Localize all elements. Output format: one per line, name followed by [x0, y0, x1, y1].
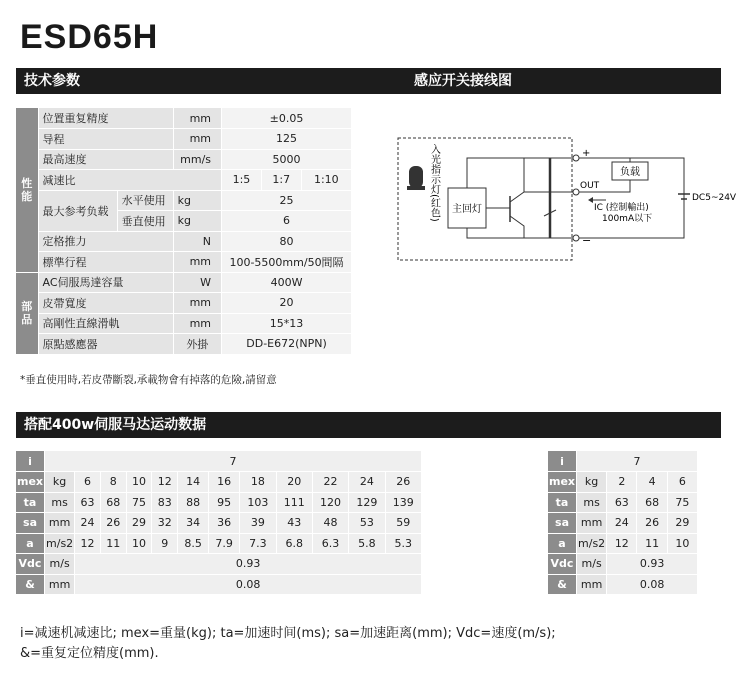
spec-unit: N: [173, 231, 221, 252]
row-unit: mm: [45, 513, 75, 534]
spec-value: 125: [222, 129, 352, 150]
light-label: 入光指示灯(红色): [428, 144, 440, 222]
table-row: [548, 492, 698, 513]
table-cell: 39: [240, 513, 276, 534]
motion-table-short: [548, 451, 698, 595]
side-label-parts: [16, 272, 38, 354]
table-cell: 75: [667, 492, 697, 513]
spec-unit: mm: [173, 313, 221, 334]
row-unit: m/s: [577, 554, 607, 575]
spec-unit: kg: [173, 190, 221, 211]
table-cell: 95: [209, 492, 240, 513]
vertical-use-note: *垂直使用時,若皮帶斷裂,承載物會有掉落的危險,請留意: [20, 374, 277, 386]
table-cell: 8.5: [178, 533, 209, 554]
table-cell: 12: [607, 533, 637, 554]
table-cell: 26: [637, 513, 667, 534]
table-cell: 10: [126, 533, 152, 554]
spec-sub: 水平使用: [117, 190, 173, 211]
table-cell: 6.8: [276, 533, 312, 554]
table-cell: 111: [276, 492, 312, 513]
table-row: [16, 170, 352, 191]
spec-name: 位置重复精度: [38, 108, 173, 129]
table-cell: 26: [100, 513, 126, 534]
table-row: [16, 293, 352, 314]
spec-unit: mm/s: [173, 149, 221, 170]
row-label: sa: [16, 513, 45, 534]
spec-unit: mm: [173, 129, 221, 150]
spec-name: 最大参考负载: [38, 190, 117, 231]
side-text: 性 能: [21, 176, 33, 203]
spec-name: AC伺服馬達容量: [38, 272, 173, 293]
terminal-out-icon: [573, 189, 579, 195]
table-cell: 103: [240, 492, 276, 513]
wiring-heading: 感应开关接线图: [414, 73, 512, 89]
spec-name: 导程: [38, 129, 173, 150]
spec-name: 定格推力: [38, 231, 173, 252]
section-header-motion: [16, 412, 721, 438]
lamp-icon: [409, 166, 423, 188]
table-cell: 2: [607, 472, 637, 493]
table-cell: 10: [667, 533, 697, 554]
row-label: a: [16, 533, 45, 554]
table-cell: 34: [178, 513, 209, 534]
wire: [510, 158, 524, 202]
row-unit: m/s: [45, 554, 75, 575]
table-cell: 26: [385, 472, 421, 493]
table-cell: 14: [178, 472, 209, 493]
row-label: Vdc: [16, 554, 45, 575]
motion-heading: 搭配400w伺服马达运动数据: [24, 417, 207, 433]
spec-value: 80: [222, 231, 352, 252]
table-cell: 11: [637, 533, 667, 554]
ratio-value: 7: [577, 451, 698, 472]
row-unit: mm: [577, 513, 607, 534]
wire: [467, 228, 576, 238]
table-cell: 75: [126, 492, 152, 513]
table-cell: 12: [152, 472, 178, 493]
table-row: [16, 108, 352, 129]
table-cell: 22: [312, 472, 348, 493]
row-label: &: [16, 574, 45, 595]
table-row: [16, 313, 352, 334]
row-label: &: [548, 574, 577, 595]
ic-arrowhead-icon: [588, 197, 593, 203]
terminal-plus-icon: [573, 155, 579, 161]
ic-label: IC (控制輸出): [594, 203, 649, 213]
table-cell: 48: [312, 513, 348, 534]
spec-unit: W: [173, 272, 221, 293]
power-label: DC5~24V: [692, 193, 737, 203]
row-unit: kg: [45, 472, 75, 493]
spec-table: [16, 108, 352, 355]
table-cell: 68: [637, 492, 667, 513]
row-label: mex: [16, 472, 45, 493]
spec-value: 20: [222, 293, 352, 314]
out-label: OUT: [580, 181, 600, 191]
table-cell: 10: [126, 472, 152, 493]
row-label: mex: [548, 472, 577, 493]
table-cell: 53: [349, 513, 385, 534]
spec-name: 皮帶寬度: [38, 293, 173, 314]
table-cell: 18: [240, 472, 276, 493]
legend-line: i=减速机减速比; mex=重量(kg); ta=加速时间(ms); sa=加速距离(mm); Vdc=速度(m/s);: [20, 626, 556, 641]
table-cell: 9: [152, 533, 178, 554]
table-row: [548, 574, 698, 595]
spec-name: 最高速度: [38, 149, 173, 170]
tech-heading: 技术参数: [24, 73, 80, 89]
spec-unit: 外掛: [173, 334, 221, 355]
table-cell: 43: [276, 513, 312, 534]
table-row: [16, 272, 352, 293]
spec-value: 5000: [222, 149, 352, 170]
spec-unit: mm: [173, 108, 221, 129]
table-cell: 5.3: [385, 533, 421, 554]
spec-value: 100-5500mm/50間隔: [222, 252, 352, 273]
side-label-performance: [16, 108, 38, 272]
table-cell: 8: [100, 472, 126, 493]
row-label: i: [16, 451, 45, 472]
row-unit: m/s2: [45, 533, 75, 554]
main-circuit-label: 主回灯: [452, 204, 482, 215]
row-label: a: [548, 533, 577, 554]
table-cell: 24: [75, 513, 101, 534]
row-unit: ms: [577, 492, 607, 513]
table-row: [548, 533, 698, 554]
table-cell: 0.08: [607, 574, 698, 595]
table-cell: 24: [349, 472, 385, 493]
table-row: [16, 129, 352, 150]
spec-name: 减速比: [38, 170, 222, 191]
legend: [20, 624, 556, 664]
table-row: [16, 554, 422, 575]
spec-unit: mm: [173, 293, 221, 314]
table-cell: 24: [607, 513, 637, 534]
table-row: [16, 472, 422, 493]
terminal-minus-icon: [573, 235, 579, 241]
spec-sub: 垂直使用: [117, 211, 173, 232]
table-cell: 0.08: [75, 574, 422, 595]
spec-unit: mm: [173, 252, 221, 273]
row-unit: mm: [45, 574, 75, 595]
row-unit: mm: [577, 574, 607, 595]
load-label: 负载: [620, 167, 640, 178]
table-cell: 16: [209, 472, 240, 493]
spec-value: 1:10: [301, 170, 351, 191]
spec-value: ±0.05: [222, 108, 352, 129]
table-row: [16, 252, 352, 273]
ic-limit-label: 100mA以下: [602, 214, 653, 224]
table-cell: 6: [667, 472, 697, 493]
table-cell: 11: [100, 533, 126, 554]
wire: [467, 158, 576, 188]
table-row: [16, 451, 422, 472]
table-row: [548, 451, 698, 472]
spec-value: 6: [222, 211, 352, 232]
table-cell: 12: [75, 533, 101, 554]
table-cell: 63: [607, 492, 637, 513]
table-cell: 68: [100, 492, 126, 513]
table-row: [16, 231, 352, 252]
table-row: [548, 513, 698, 534]
table-cell: 20: [276, 472, 312, 493]
row-unit: ms: [45, 492, 75, 513]
table-cell: 63: [75, 492, 101, 513]
table-cell: 7.3: [240, 533, 276, 554]
table-cell: 59: [385, 513, 421, 534]
row-label: Vdc: [548, 554, 577, 575]
spec-name: 標準行程: [38, 252, 173, 273]
table-cell: 120: [312, 492, 348, 513]
row-unit: m/s2: [577, 533, 607, 554]
table-cell: 129: [349, 492, 385, 513]
table-row: [16, 190, 352, 211]
table-cell: 6.3: [312, 533, 348, 554]
spec-value: 1:7: [261, 170, 301, 191]
spec-value: 1:5: [222, 170, 262, 191]
row-label: ta: [548, 492, 577, 513]
wire: [510, 216, 524, 238]
spec-value: 400W: [222, 272, 352, 293]
row-label: i: [548, 451, 577, 472]
row-label: sa: [548, 513, 577, 534]
table-row: [16, 149, 352, 170]
table-cell: 139: [385, 492, 421, 513]
table-row: [16, 533, 422, 554]
spec-name: 高剛性直線滑軌: [38, 313, 173, 334]
lamp-base-icon: [407, 186, 425, 190]
table-row: [16, 574, 422, 595]
table-cell: 83: [152, 492, 178, 513]
table-row: [548, 472, 698, 493]
table-cell: 6: [75, 472, 101, 493]
table-cell: 5.8: [349, 533, 385, 554]
table-cell: 88: [178, 492, 209, 513]
table-cell: 29: [126, 513, 152, 534]
table-cell: 29: [667, 513, 697, 534]
table-row: [548, 554, 698, 575]
table-row: [16, 334, 352, 355]
minus-label: −: [582, 234, 592, 247]
table-cell: 4: [637, 472, 667, 493]
row-unit: kg: [577, 472, 607, 493]
plus-label: +: [582, 148, 591, 159]
table-cell: 36: [209, 513, 240, 534]
table-cell: 7.9: [209, 533, 240, 554]
table-row: [16, 492, 422, 513]
product-title: ESD65H: [20, 18, 159, 56]
table-cell: 0.93: [607, 554, 698, 575]
motion-table-full: [16, 451, 422, 595]
table-cell: 0.93: [75, 554, 422, 575]
table-cell: 32: [152, 513, 178, 534]
side-text: 部 品: [21, 300, 33, 326]
row-label: ta: [16, 492, 45, 513]
spec-value: DD-E672(NPN): [222, 334, 352, 355]
wiring-diagram: [392, 130, 737, 270]
ratio-value: 7: [45, 451, 422, 472]
spec-unit: kg: [173, 211, 221, 232]
spec-name: 原點感應器: [38, 334, 173, 355]
table-row: [16, 513, 422, 534]
legend-line: &=重复定位精度(mm).: [20, 646, 159, 661]
spec-value: 25: [222, 190, 352, 211]
spec-value: 15*13: [222, 313, 352, 334]
section-header-tech: [16, 68, 721, 94]
